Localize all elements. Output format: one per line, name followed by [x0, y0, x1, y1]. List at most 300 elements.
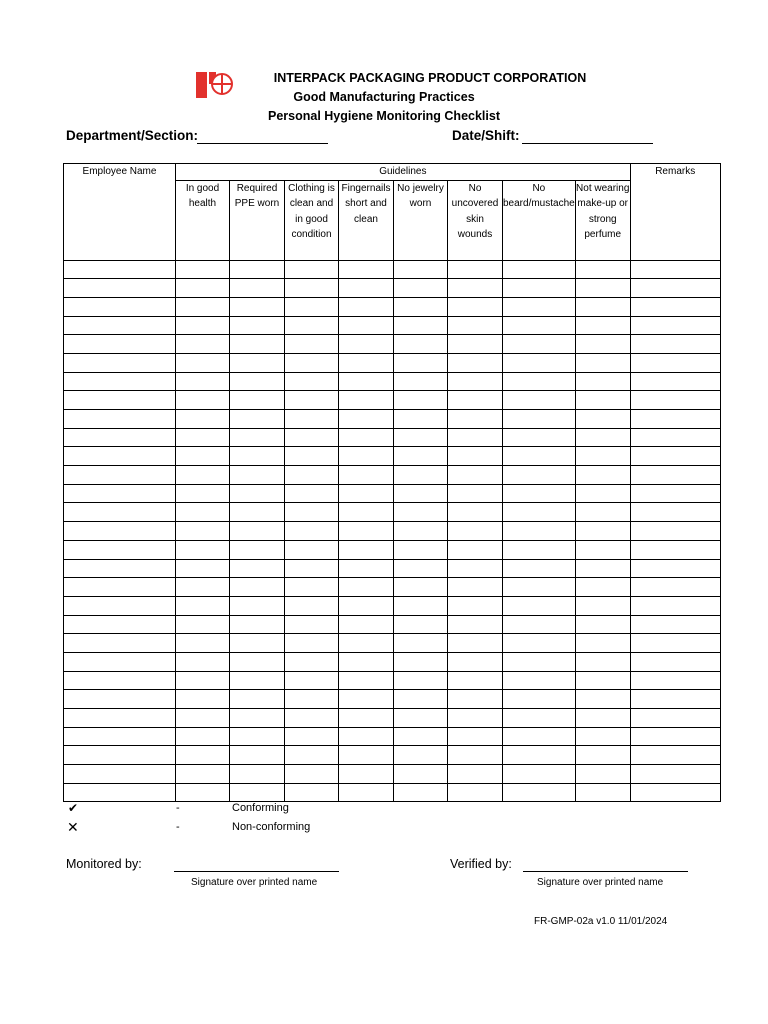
- guideline-check-cell[interactable]: [230, 297, 285, 316]
- guideline-check-cell[interactable]: [230, 335, 285, 354]
- guideline-check-cell[interactable]: [230, 316, 285, 335]
- guideline-check-cell[interactable]: [285, 279, 339, 298]
- guideline-check-cell[interactable]: [285, 652, 339, 671]
- table-row: [64, 466, 721, 485]
- guideline-check-cell[interactable]: [448, 634, 503, 653]
- guideline-check-cell[interactable]: [394, 578, 448, 597]
- remarks-cell[interactable]: [630, 559, 720, 578]
- guideline-check-cell[interactable]: [394, 428, 448, 447]
- guideline-check-cell[interactable]: [575, 503, 630, 522]
- guideline-check-cell[interactable]: [285, 578, 339, 597]
- guideline-check-cell[interactable]: [503, 765, 576, 784]
- guideline-check-cell[interactable]: [448, 746, 503, 765]
- remarks-cell[interactable]: [630, 596, 720, 615]
- guideline-check-cell[interactable]: [575, 297, 630, 316]
- guideline-check-cell[interactable]: [176, 391, 230, 410]
- guideline-check-cell[interactable]: [176, 652, 230, 671]
- employee-name-cell[interactable]: [64, 279, 176, 298]
- guideline-check-cell[interactable]: [285, 466, 339, 485]
- guideline-check-cell[interactable]: [176, 746, 230, 765]
- guideline-check-cell[interactable]: [448, 727, 503, 746]
- guideline-check-cell[interactable]: [575, 559, 630, 578]
- remarks-cell[interactable]: [630, 634, 720, 653]
- guideline-check-cell[interactable]: [285, 727, 339, 746]
- guideline-check-cell[interactable]: [230, 709, 285, 728]
- remarks-cell[interactable]: [630, 709, 720, 728]
- remarks-cell[interactable]: [630, 671, 720, 690]
- guideline-check-cell[interactable]: [339, 634, 394, 653]
- guideline-check-cell[interactable]: [448, 503, 503, 522]
- guideline-check-cell[interactable]: [575, 428, 630, 447]
- monitored-by-signature-line[interactable]: [174, 871, 339, 872]
- employee-name-cell[interactable]: [64, 540, 176, 559]
- guideline-check-cell[interactable]: [575, 652, 630, 671]
- guideline-check-cell[interactable]: [230, 503, 285, 522]
- guideline-check-cell[interactable]: [448, 353, 503, 372]
- guideline-check-cell[interactable]: [339, 652, 394, 671]
- guideline-check-cell[interactable]: [448, 559, 503, 578]
- guideline-check-cell[interactable]: [176, 428, 230, 447]
- employee-name-cell[interactable]: [64, 410, 176, 429]
- guideline-check-cell[interactable]: [503, 484, 576, 503]
- employee-name-cell[interactable]: [64, 522, 176, 541]
- remarks-cell[interactable]: [630, 372, 720, 391]
- guideline-check-cell[interactable]: [230, 428, 285, 447]
- guideline-check-cell[interactable]: [230, 559, 285, 578]
- employee-name-cell[interactable]: [64, 484, 176, 503]
- guideline-check-cell[interactable]: [230, 391, 285, 410]
- guideline-check-cell[interactable]: [448, 783, 503, 802]
- guideline-check-cell[interactable]: [448, 652, 503, 671]
- guideline-check-cell[interactable]: [176, 765, 230, 784]
- guideline-check-cell[interactable]: [230, 690, 285, 709]
- guideline-check-cell[interactable]: [575, 634, 630, 653]
- guideline-check-cell[interactable]: [339, 727, 394, 746]
- guideline-check-cell[interactable]: [230, 372, 285, 391]
- employee-name-cell[interactable]: [64, 783, 176, 802]
- guideline-check-cell[interactable]: [575, 596, 630, 615]
- employee-name-cell[interactable]: [64, 391, 176, 410]
- guideline-check-cell[interactable]: [575, 316, 630, 335]
- remarks-cell[interactable]: [630, 690, 720, 709]
- guideline-check-cell[interactable]: [394, 522, 448, 541]
- employee-name-cell[interactable]: [64, 746, 176, 765]
- guideline-check-cell[interactable]: [176, 540, 230, 559]
- guideline-check-cell[interactable]: [503, 690, 576, 709]
- guideline-check-cell[interactable]: [503, 410, 576, 429]
- employee-name-cell[interactable]: [64, 652, 176, 671]
- guideline-check-cell[interactable]: [230, 353, 285, 372]
- guideline-check-cell[interactable]: [230, 783, 285, 802]
- guideline-check-cell[interactable]: [230, 671, 285, 690]
- guideline-check-cell[interactable]: [230, 746, 285, 765]
- guideline-check-cell[interactable]: [285, 410, 339, 429]
- guideline-check-cell[interactable]: [503, 634, 576, 653]
- guideline-check-cell[interactable]: [575, 391, 630, 410]
- employee-name-cell[interactable]: [64, 353, 176, 372]
- guideline-check-cell[interactable]: [448, 466, 503, 485]
- guideline-check-cell[interactable]: [394, 316, 448, 335]
- guideline-check-cell[interactable]: [285, 783, 339, 802]
- guideline-check-cell[interactable]: [394, 559, 448, 578]
- guideline-check-cell[interactable]: [448, 372, 503, 391]
- guideline-check-cell[interactable]: [503, 428, 576, 447]
- guideline-check-cell[interactable]: [394, 372, 448, 391]
- guideline-check-cell[interactable]: [339, 671, 394, 690]
- guideline-check-cell[interactable]: [339, 503, 394, 522]
- guideline-check-cell[interactable]: [575, 765, 630, 784]
- guideline-check-cell[interactable]: [339, 410, 394, 429]
- guideline-check-cell[interactable]: [230, 522, 285, 541]
- guideline-check-cell[interactable]: [339, 428, 394, 447]
- guideline-check-cell[interactable]: [339, 690, 394, 709]
- remarks-cell[interactable]: [630, 428, 720, 447]
- guideline-check-cell[interactable]: [339, 316, 394, 335]
- employee-name-cell[interactable]: [64, 503, 176, 522]
- employee-name-cell[interactable]: [64, 428, 176, 447]
- guideline-check-cell[interactable]: [230, 410, 285, 429]
- guideline-check-cell[interactable]: [575, 522, 630, 541]
- guideline-check-cell[interactable]: [176, 690, 230, 709]
- remarks-cell[interactable]: [630, 335, 720, 354]
- guideline-check-cell[interactable]: [503, 353, 576, 372]
- remarks-cell[interactable]: [630, 260, 720, 279]
- guideline-check-cell[interactable]: [394, 652, 448, 671]
- guideline-check-cell[interactable]: [176, 709, 230, 728]
- guideline-check-cell[interactable]: [394, 615, 448, 634]
- guideline-check-cell[interactable]: [575, 671, 630, 690]
- guideline-check-cell[interactable]: [339, 596, 394, 615]
- guideline-check-cell[interactable]: [230, 615, 285, 634]
- guideline-check-cell[interactable]: [230, 578, 285, 597]
- guideline-check-cell[interactable]: [339, 335, 394, 354]
- guideline-check-cell[interactable]: [339, 615, 394, 634]
- guideline-check-cell[interactable]: [575, 335, 630, 354]
- guideline-check-cell[interactable]: [503, 709, 576, 728]
- guideline-check-cell[interactable]: [503, 372, 576, 391]
- guideline-check-cell[interactable]: [176, 671, 230, 690]
- employee-name-cell[interactable]: [64, 260, 176, 279]
- guideline-check-cell[interactable]: [448, 391, 503, 410]
- remarks-cell[interactable]: [630, 746, 720, 765]
- employee-name-cell[interactable]: [64, 578, 176, 597]
- guideline-check-cell[interactable]: [339, 559, 394, 578]
- guideline-check-cell[interactable]: [394, 540, 448, 559]
- guideline-check-cell[interactable]: [285, 372, 339, 391]
- guideline-check-cell[interactable]: [176, 316, 230, 335]
- guideline-check-cell[interactable]: [339, 783, 394, 802]
- guideline-check-cell[interactable]: [176, 335, 230, 354]
- guideline-check-cell[interactable]: [448, 540, 503, 559]
- remarks-cell[interactable]: [630, 765, 720, 784]
- guideline-check-cell[interactable]: [285, 447, 339, 466]
- guideline-check-cell[interactable]: [448, 297, 503, 316]
- guideline-check-cell[interactable]: [285, 540, 339, 559]
- remarks-cell[interactable]: [630, 503, 720, 522]
- guideline-check-cell[interactable]: [285, 391, 339, 410]
- guideline-check-cell[interactable]: [503, 503, 576, 522]
- remarks-cell[interactable]: [630, 652, 720, 671]
- guideline-check-cell[interactable]: [394, 279, 448, 298]
- guideline-check-cell[interactable]: [503, 260, 576, 279]
- guideline-check-cell[interactable]: [575, 540, 630, 559]
- guideline-check-cell[interactable]: [575, 279, 630, 298]
- guideline-check-cell[interactable]: [575, 709, 630, 728]
- guideline-check-cell[interactable]: [285, 335, 339, 354]
- remarks-cell[interactable]: [630, 522, 720, 541]
- guideline-check-cell[interactable]: [503, 297, 576, 316]
- remarks-cell[interactable]: [630, 484, 720, 503]
- guideline-check-cell[interactable]: [503, 746, 576, 765]
- guideline-check-cell[interactable]: [503, 559, 576, 578]
- guideline-check-cell[interactable]: [230, 727, 285, 746]
- guideline-check-cell[interactable]: [575, 727, 630, 746]
- guideline-check-cell[interactable]: [339, 279, 394, 298]
- guideline-check-cell[interactable]: [230, 596, 285, 615]
- employee-name-cell[interactable]: [64, 316, 176, 335]
- remarks-cell[interactable]: [630, 466, 720, 485]
- guideline-check-cell[interactable]: [503, 652, 576, 671]
- guideline-check-cell[interactable]: [448, 484, 503, 503]
- guideline-check-cell[interactable]: [230, 466, 285, 485]
- guideline-check-cell[interactable]: [448, 428, 503, 447]
- guideline-check-cell[interactable]: [339, 260, 394, 279]
- guideline-check-cell[interactable]: [176, 634, 230, 653]
- guideline-check-cell[interactable]: [503, 335, 576, 354]
- guideline-check-cell[interactable]: [448, 410, 503, 429]
- guideline-check-cell[interactable]: [176, 447, 230, 466]
- employee-name-cell[interactable]: [64, 615, 176, 634]
- guideline-check-cell[interactable]: [285, 316, 339, 335]
- guideline-check-cell[interactable]: [285, 428, 339, 447]
- guideline-check-cell[interactable]: [176, 615, 230, 634]
- guideline-check-cell[interactable]: [575, 690, 630, 709]
- employee-name-cell[interactable]: [64, 335, 176, 354]
- guideline-check-cell[interactable]: [285, 559, 339, 578]
- guideline-check-cell[interactable]: [503, 727, 576, 746]
- guideline-check-cell[interactable]: [503, 279, 576, 298]
- guideline-check-cell[interactable]: [176, 596, 230, 615]
- guideline-check-cell[interactable]: [575, 484, 630, 503]
- guideline-check-cell[interactable]: [285, 671, 339, 690]
- guideline-check-cell[interactable]: [503, 522, 576, 541]
- guideline-check-cell[interactable]: [503, 596, 576, 615]
- employee-name-cell[interactable]: [64, 709, 176, 728]
- form-code: FR-GMP-02a v1.0 11/01/2024: [534, 916, 668, 927]
- guideline-check-cell[interactable]: [339, 765, 394, 784]
- guideline-check-cell[interactable]: [176, 372, 230, 391]
- guideline-check-cell[interactable]: [394, 634, 448, 653]
- guideline-check-cell[interactable]: [285, 260, 339, 279]
- department-input-line[interactable]: [197, 143, 328, 144]
- guideline-check-cell[interactable]: [394, 596, 448, 615]
- guideline-check-cell[interactable]: [448, 709, 503, 728]
- guideline-check-cell[interactable]: [230, 634, 285, 653]
- guideline-check-cell[interactable]: [394, 765, 448, 784]
- employee-name-cell[interactable]: [64, 765, 176, 784]
- remarks-cell[interactable]: [630, 540, 720, 559]
- date-shift-input-line[interactable]: [522, 143, 653, 144]
- guideline-check-cell[interactable]: [176, 522, 230, 541]
- guideline-check-cell[interactable]: [503, 783, 576, 802]
- guideline-check-cell[interactable]: [230, 540, 285, 559]
- remarks-cell[interactable]: [630, 783, 720, 802]
- guideline-check-cell[interactable]: [339, 391, 394, 410]
- guideline-check-cell[interactable]: [176, 578, 230, 597]
- guideline-check-cell[interactable]: [285, 297, 339, 316]
- guideline-check-cell[interactable]: [575, 578, 630, 597]
- guideline-check-cell[interactable]: [339, 709, 394, 728]
- guideline-check-cell[interactable]: [176, 353, 230, 372]
- guideline-check-cell[interactable]: [339, 447, 394, 466]
- guideline-clothing-clean: Clothing is clean and in good condition: [285, 180, 339, 260]
- guideline-check-cell[interactable]: [575, 353, 630, 372]
- guideline-check-cell[interactable]: [394, 391, 448, 410]
- guideline-check-cell[interactable]: [176, 783, 230, 802]
- guideline-check-cell[interactable]: [394, 503, 448, 522]
- guideline-check-cell[interactable]: [230, 279, 285, 298]
- guideline-check-cell[interactable]: [394, 746, 448, 765]
- guideline-check-cell[interactable]: [503, 466, 576, 485]
- guideline-check-cell[interactable]: [394, 671, 448, 690]
- guideline-check-cell[interactable]: [448, 615, 503, 634]
- guideline-check-cell[interactable]: [339, 578, 394, 597]
- remarks-cell[interactable]: [630, 727, 720, 746]
- guideline-check-cell[interactable]: [339, 372, 394, 391]
- guideline-check-cell[interactable]: [448, 578, 503, 597]
- guideline-check-cell[interactable]: [448, 765, 503, 784]
- guideline-check-cell[interactable]: [285, 503, 339, 522]
- guideline-check-cell[interactable]: [176, 260, 230, 279]
- guideline-check-cell[interactable]: [285, 615, 339, 634]
- guideline-check-cell[interactable]: [176, 559, 230, 578]
- verified-by-label: Verified by:: [450, 857, 512, 871]
- remarks-cell[interactable]: [630, 615, 720, 634]
- guideline-check-cell[interactable]: [394, 484, 448, 503]
- guideline-check-cell[interactable]: [285, 690, 339, 709]
- guideline-check-cell[interactable]: [230, 260, 285, 279]
- guideline-check-cell[interactable]: [285, 709, 339, 728]
- remarks-cell[interactable]: [630, 297, 720, 316]
- guideline-check-cell[interactable]: [503, 447, 576, 466]
- guideline-check-cell[interactable]: [339, 353, 394, 372]
- guideline-check-cell[interactable]: [285, 353, 339, 372]
- employee-name-cell[interactable]: [64, 671, 176, 690]
- guideline-check-cell[interactable]: [448, 596, 503, 615]
- remarks-cell[interactable]: [630, 578, 720, 597]
- guideline-check-cell[interactable]: [285, 484, 339, 503]
- guideline-check-cell[interactable]: [503, 671, 576, 690]
- guideline-check-cell[interactable]: [230, 447, 285, 466]
- guideline-check-cell[interactable]: [339, 540, 394, 559]
- guideline-check-cell[interactable]: [575, 447, 630, 466]
- guideline-check-cell[interactable]: [176, 484, 230, 503]
- guideline-check-cell[interactable]: [394, 783, 448, 802]
- guideline-check-cell[interactable]: [448, 279, 503, 298]
- guideline-check-cell[interactable]: [285, 522, 339, 541]
- remarks-cell[interactable]: [630, 410, 720, 429]
- guideline-check-cell[interactable]: [176, 410, 230, 429]
- guideline-check-cell[interactable]: [230, 484, 285, 503]
- guideline-check-cell[interactable]: [394, 297, 448, 316]
- guideline-check-cell[interactable]: [575, 746, 630, 765]
- guideline-check-cell[interactable]: [339, 297, 394, 316]
- guideline-check-cell[interactable]: [448, 690, 503, 709]
- guideline-check-cell[interactable]: [339, 746, 394, 765]
- guideline-check-cell[interactable]: [503, 316, 576, 335]
- guideline-check-cell[interactable]: [394, 353, 448, 372]
- guideline-check-cell[interactable]: [394, 447, 448, 466]
- guideline-check-cell[interactable]: [448, 316, 503, 335]
- guideline-check-cell[interactable]: [575, 260, 630, 279]
- employee-name-cell[interactable]: [64, 634, 176, 653]
- guideline-check-cell[interactable]: [503, 615, 576, 634]
- guideline-check-cell[interactable]: [394, 709, 448, 728]
- employee-name-cell[interactable]: [64, 690, 176, 709]
- guideline-check-cell[interactable]: [394, 260, 448, 279]
- guideline-check-cell[interactable]: [448, 335, 503, 354]
- guideline-check-cell[interactable]: [394, 466, 448, 485]
- guideline-check-cell[interactable]: [448, 671, 503, 690]
- employee-name-cell[interactable]: [64, 727, 176, 746]
- guideline-check-cell[interactable]: [285, 765, 339, 784]
- verified-by-signature-line[interactable]: [523, 871, 688, 872]
- guideline-check-cell[interactable]: [575, 372, 630, 391]
- guideline-check-cell[interactable]: [230, 652, 285, 671]
- remarks-cell[interactable]: [630, 279, 720, 298]
- guideline-check-cell[interactable]: [448, 260, 503, 279]
- guideline-check-cell[interactable]: [394, 727, 448, 746]
- employee-name-cell[interactable]: [64, 297, 176, 316]
- guideline-check-cell[interactable]: [448, 522, 503, 541]
- guideline-check-cell[interactable]: [285, 596, 339, 615]
- guideline-check-cell[interactable]: [176, 466, 230, 485]
- guideline-check-cell[interactable]: [176, 297, 230, 316]
- guideline-check-cell[interactable]: [448, 447, 503, 466]
- guideline-check-cell[interactable]: [176, 279, 230, 298]
- remarks-cell[interactable]: [630, 447, 720, 466]
- guideline-check-cell[interactable]: [285, 746, 339, 765]
- guideline-check-cell[interactable]: [394, 410, 448, 429]
- guideline-check-cell[interactable]: [339, 466, 394, 485]
- remarks-cell[interactable]: [630, 391, 720, 410]
- guideline-check-cell[interactable]: [339, 484, 394, 503]
- guideline-check-cell[interactable]: [230, 765, 285, 784]
- guideline-check-cell[interactable]: [394, 335, 448, 354]
- guideline-check-cell[interactable]: [575, 615, 630, 634]
- guideline-check-cell[interactable]: [575, 410, 630, 429]
- table-row: [64, 428, 721, 447]
- employee-name-cell[interactable]: [64, 447, 176, 466]
- remarks-cell[interactable]: [630, 353, 720, 372]
- guideline-check-cell[interactable]: [503, 391, 576, 410]
- guideline-check-cell[interactable]: [503, 540, 576, 559]
- guideline-check-cell[interactable]: [176, 727, 230, 746]
- guideline-check-cell[interactable]: [575, 783, 630, 802]
- employee-name-cell[interactable]: [64, 559, 176, 578]
- remarks-cell[interactable]: [630, 316, 720, 335]
- guideline-check-cell[interactable]: [176, 503, 230, 522]
- guideline-check-cell[interactable]: [503, 578, 576, 597]
- guideline-check-cell[interactable]: [394, 690, 448, 709]
- guideline-check-cell[interactable]: [575, 466, 630, 485]
- guideline-check-cell[interactable]: [339, 522, 394, 541]
- employee-name-cell[interactable]: [64, 372, 176, 391]
- employee-name-cell[interactable]: [64, 466, 176, 485]
- guideline-check-cell[interactable]: [285, 634, 339, 653]
- table-row: [64, 634, 721, 653]
- employee-name-cell[interactable]: [64, 596, 176, 615]
